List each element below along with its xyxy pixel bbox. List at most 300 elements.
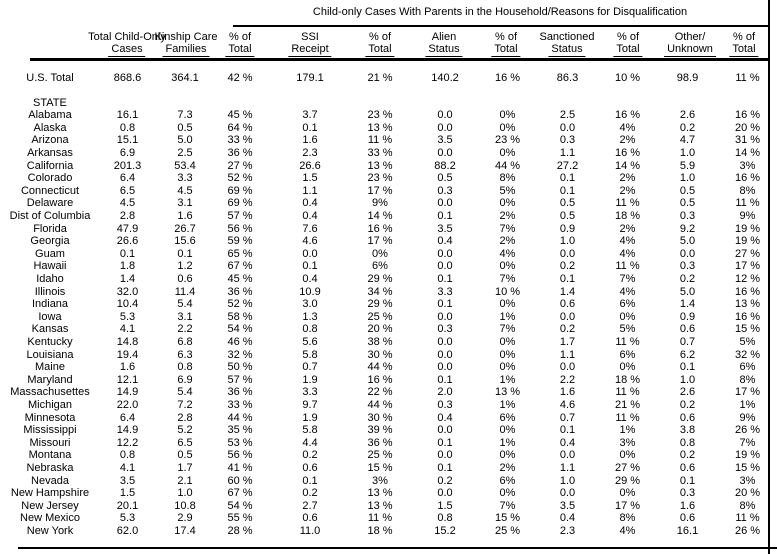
cell-ssi-receipt: 7.6 — [302, 222, 318, 235]
cell-ssi-receipt: 1.1 — [302, 184, 318, 197]
cell-alien-status: 0.3 — [437, 323, 453, 336]
cell-other-unknown: 0.3 — [679, 487, 696, 500]
state-name: Arkansas — [27, 147, 73, 160]
cell-kinship-care: 53.4 — [174, 159, 196, 172]
cell-ssi-receipt: 10.9 — [299, 285, 321, 298]
cell-sanctioned-pct: 2% — [619, 222, 636, 235]
cell-ssi-pct: 9% — [372, 197, 388, 210]
cell-kinship-pct: 69 % — [227, 184, 253, 197]
cell-kinship-care: 5.4 — [177, 298, 193, 311]
cell-kinship-pct: 52 % — [227, 298, 253, 311]
state-row — [0, 449, 770, 462]
cell-other-pct: 8% — [739, 373, 756, 386]
cell-sanctioned-status: 3.5 — [559, 499, 576, 512]
state-row — [0, 311, 770, 324]
col-header-pct-of-total-2: % of Total — [365, 32, 394, 57]
cell-ssi-receipt: 0.4 — [302, 197, 318, 210]
cell-kinship-pct: 33 % — [227, 398, 253, 411]
cell-other-unknown: 5.9 — [679, 159, 696, 172]
state-name: Maryland — [27, 373, 73, 386]
cell-total-cases: 4.1 — [119, 461, 136, 474]
cell-sanctioned-status: 0.0 — [559, 310, 576, 323]
cell-kinship-care: 6.9 — [177, 373, 193, 386]
cell-alien-pct: 1% — [499, 310, 516, 323]
cell-other-pct: 19 % — [734, 222, 761, 235]
state-row — [0, 159, 770, 172]
cell-sanctioned-pct: 11 % — [615, 411, 640, 424]
cell-kinship-care: 1.7 — [177, 461, 193, 474]
cell-ssi-pct: 16 % — [367, 222, 393, 235]
cell-other-unknown: 0.1 — [679, 474, 696, 487]
state-row — [0, 222, 770, 235]
cell-sanctioned-status: 0.5 — [559, 197, 576, 210]
cell-ssi-receipt: 26.6 — [299, 159, 321, 172]
cell-other-pct: 32 % — [734, 348, 761, 361]
cell-total-cases: 15.1 — [116, 134, 139, 147]
us-total-row: U.S. Total 868.6 364.1 42 % 179.1 21 % 140.2 16 % 86.3 10 % 98.9 11 % — [0, 63, 770, 93]
cell-kinship-care: 2.5 — [177, 147, 193, 160]
cell-sanctioned-status: 27.2 — [556, 159, 579, 172]
cell-other-pct: 16 % — [734, 109, 761, 122]
cell-other-unknown: 9.2 — [679, 222, 696, 235]
cell-sanctioned-pct: 4% — [619, 247, 636, 260]
cell-alien-pct: 44 % — [494, 159, 521, 172]
cell-sanctioned-pct: 0% — [619, 310, 636, 323]
cell-kinship-pct: 35 % — [227, 424, 253, 437]
cell-other-unknown: 0.1 — [679, 361, 696, 374]
cell-kinship-pct: 56 % — [227, 449, 253, 462]
state-name: Connecticut — [20, 184, 80, 197]
state-name: Michigan — [27, 398, 73, 411]
cell-ssi-pct: 3% — [372, 474, 388, 487]
state-name: Guam — [35, 247, 65, 260]
cell-kinship-care: 0.5 — [177, 121, 193, 134]
state-row — [0, 235, 770, 248]
cell-other-unknown: 4.7 — [679, 134, 696, 147]
cell-sanctioned-pct: 16 % — [614, 147, 641, 160]
state-row — [0, 499, 770, 512]
cell-other-pct: 16 % — [734, 172, 761, 185]
cell-total-cases: 19.4 — [116, 348, 139, 361]
state-row — [0, 298, 770, 311]
cell-sanctioned-pct: 27 % — [614, 461, 641, 474]
cell-total-cases: 16.1 — [116, 109, 139, 122]
cell-kinship-pct: 45 % — [227, 109, 253, 122]
cell-total-cases: 10.4 — [116, 298, 139, 311]
cell-other-pct: 15 % — [734, 323, 761, 336]
cell-kinship-care: 15.6 — [174, 235, 196, 248]
state-name: Georgia — [30, 235, 70, 248]
cell-sanctioned-pct: 4% — [619, 121, 636, 134]
cell-ssi-receipt: 0.6 — [302, 461, 318, 474]
cell-other-unknown: 0.0 — [679, 247, 696, 260]
cell-ssi-pct: 14 % — [367, 210, 393, 223]
cell-ssi-pct: 36 % — [367, 436, 393, 449]
cell-total-cases: 5.3 — [119, 512, 136, 525]
state-name: Florida — [33, 222, 67, 235]
cell-alien-pct: 0% — [499, 449, 516, 462]
cell-ssi-pct: 34 % — [367, 285, 393, 298]
cell-alien-pct: 7% — [499, 222, 516, 235]
cell-sanctioned-pct: 0% — [619, 487, 636, 500]
cell-other-pct: 9% — [739, 411, 756, 424]
cell-kinship-care: 3.3 — [177, 172, 193, 185]
col-header-pct-of-total-3: % of Total — [491, 32, 520, 57]
cell-ssi-pct: 6% — [372, 260, 388, 273]
cell-total-cases: 32.0 — [116, 285, 139, 298]
cell-ssi-receipt: 2.7 — [302, 499, 318, 512]
cell-ssi-pct: 17 % — [367, 235, 393, 248]
cell-kinship-care: 5.2 — [177, 424, 193, 437]
cell-kinship-pct: 54 % — [227, 499, 253, 512]
cell-ssi-receipt: 5.8 — [302, 348, 318, 361]
cell-sanctioned-status: 0.1 — [559, 184, 576, 197]
cell-ssi-receipt: 0.8 — [302, 323, 318, 336]
cell-ssi-receipt: 4.6 — [302, 235, 318, 248]
span-header-title: Child-only Cases With Parents in the Household/Reasons for Disqualification — [312, 6, 688, 18]
state-name: Colorado — [27, 172, 73, 185]
cell-alien-status: 0.0 — [437, 348, 453, 361]
state-row — [0, 474, 770, 487]
cell-sanctioned-status: 0.7 — [559, 411, 576, 424]
cell-ssi-pct: 18 % — [367, 524, 393, 537]
cell-alien-pct: 0% — [499, 121, 516, 134]
cell-kinship-pct: 69 % — [227, 197, 253, 210]
cell-ssi-receipt: 0.4 — [302, 210, 318, 223]
col-header-total-cases: Total Child-Only Cases — [88, 31, 166, 55]
cell-sanctioned-pct: 14 % — [614, 159, 641, 172]
cell-ssi-pct: 15 % — [367, 461, 393, 474]
cell-ssi-receipt: 1.6 — [302, 134, 318, 147]
cell-ssi-receipt: 5.8 — [302, 424, 318, 437]
col-header-other-unknown: Other/ Unknown — [664, 32, 716, 57]
cell-other-pct: 5% — [739, 335, 756, 348]
cell-other-unknown: 0.9 — [679, 310, 696, 323]
cell-ssi-pct: 13 % — [367, 121, 393, 134]
cell-other-unknown: 6.2 — [679, 348, 696, 361]
state-section-row — [0, 93, 770, 109]
cell-alien-pct: 0% — [499, 260, 516, 273]
col-header-ssi-receipt: SSI Receipt — [288, 32, 331, 57]
cell-alien-pct: 2% — [499, 210, 516, 223]
cell-sanctioned-pct: 29 % — [614, 474, 641, 487]
cell-other-unknown: 0.7 — [679, 335, 696, 348]
cell-kinship-care: 1.2 — [177, 260, 193, 273]
cell-total-cases: 14.9 — [116, 386, 139, 399]
cell-total-cases: 201.3 — [113, 159, 142, 172]
cell-other-pct: 3% — [739, 474, 756, 487]
cell-alien-status: 0.3 — [437, 398, 453, 411]
state-name: Indiana — [31, 298, 69, 311]
cell-other-unknown: 0.8 — [679, 436, 696, 449]
cell-other-pct: 1% — [739, 398, 756, 411]
header-divider-rule — [30, 58, 768, 61]
cell-alien-status: 0.0 — [437, 310, 453, 323]
cell-sanctioned-pct: 3% — [619, 436, 636, 449]
state-name: Alaska — [33, 121, 67, 134]
state-name: Hawaii — [33, 260, 67, 273]
col-header-alien-status: Alien Status — [425, 32, 462, 57]
cell-sanctioned-pct: 17 % — [614, 499, 641, 512]
cell-alien-pct: 1% — [499, 436, 516, 449]
cell-ssi-pct: 17 % — [367, 184, 393, 197]
cell-other-unknown: 0.3 — [679, 260, 696, 273]
cell-ssi-receipt: 0.4 — [302, 273, 318, 286]
cell-other-unknown: 0.2 — [679, 121, 696, 134]
cell-other-pct: 3% — [739, 159, 756, 172]
cell-sanctioned-status: 0.2 — [559, 323, 576, 336]
cell-kinship-pct: 46 % — [227, 335, 253, 348]
cell-ssi-pct: 11 % — [367, 134, 393, 147]
cell-other-pct: 20 % — [734, 487, 761, 500]
cell-other-unknown: 0.5 — [679, 197, 696, 210]
cell-alien-status: 0.1 — [437, 436, 453, 449]
cell-kinship-pct: 44 % — [227, 411, 253, 424]
state-name: New Hampshire — [10, 487, 90, 500]
cell-sanctioned-pct: 1% — [619, 424, 636, 437]
state-row — [0, 185, 770, 198]
cell-alien-status: 3.5 — [437, 222, 453, 235]
cell-alien-pct: 7% — [499, 323, 516, 336]
cell-ssi-pct: 44 % — [367, 361, 393, 374]
cell-kinship-care: 11.4 — [174, 285, 196, 298]
cell-total-cases: 12.1 — [116, 373, 139, 386]
cell-alien-status: 2.0 — [437, 386, 453, 399]
cell-sanctioned-pct: 11 % — [615, 386, 640, 399]
cell-sanctioned-status: 0.4 — [559, 436, 576, 449]
cell-alien-pct: 7% — [499, 499, 516, 512]
cell-kinship-care: 17.4 — [174, 524, 196, 537]
cell-other-unknown: 1.0 — [679, 373, 696, 386]
cell-alien-status: 0.1 — [437, 461, 453, 474]
cell-ssi-receipt: 0.1 — [302, 474, 318, 487]
state-name: Kentucky — [27, 335, 73, 348]
cell-sanctioned-pct: 4% — [619, 235, 636, 248]
state-name: Illinois — [34, 285, 66, 298]
cell-other-unknown: 1.6 — [679, 499, 696, 512]
col-header-pct-of-total-5: % of Total — [729, 32, 758, 57]
cell-sanctioned-pct: 2% — [619, 184, 636, 197]
cell-alien-status: 0.0 — [437, 449, 453, 462]
cell-other-pct: 31 % — [734, 134, 761, 147]
cell-alien-status: 0.8 — [437, 512, 453, 525]
cell-sanctioned-pct: 4% — [619, 524, 636, 537]
col-header-pct-of-total-4: % of Total — [613, 32, 642, 57]
cell-alien-status: 15.2 — [434, 524, 456, 537]
cell-ssi-receipt: 2.3 — [302, 147, 318, 160]
cell-ssi-receipt: 9.7 — [302, 398, 318, 411]
cell-kinship-care: 6.5 — [177, 436, 193, 449]
state-name: Maine — [35, 361, 65, 374]
cell-total-cases: 5.3 — [119, 310, 136, 323]
cell-ssi-pct: 13 % — [367, 159, 393, 172]
cell-other-unknown: 1.0 — [679, 147, 696, 160]
cell-other-unknown: 0.6 — [679, 411, 696, 424]
cell-kinship-care: 1.0 — [177, 487, 193, 500]
cell-ssi-pct: 23 % — [367, 172, 393, 185]
cell-alien-status: 0.0 — [437, 109, 453, 122]
cell-alien-status: 3.5 — [437, 134, 453, 147]
cell-total-cases: 47.9 — [116, 222, 139, 235]
cell-sanctioned-status: 0.0 — [559, 361, 576, 374]
cell-ssi-receipt: 0.1 — [302, 260, 318, 273]
cell-sanctioned-pct: 7% — [619, 273, 636, 286]
cell-kinship-pct: 64 % — [227, 121, 253, 134]
cell-alien-pct: 0% — [499, 487, 516, 500]
cell-other-pct: 8% — [739, 184, 756, 197]
cell-alien-pct: 0% — [499, 197, 516, 210]
cell-alien-pct: 0% — [499, 335, 516, 348]
state-row — [0, 462, 770, 475]
state-row — [0, 147, 770, 160]
us-total-label: U.S. Total — [26, 72, 74, 84]
cell-other-pct: 6% — [739, 361, 756, 374]
cell-alien-status: 3.3 — [437, 285, 453, 298]
cell-ssi-pct: 11 % — [367, 512, 393, 525]
cell-other-pct: 17 % — [734, 260, 761, 273]
cell-alien-pct: 0% — [499, 147, 516, 160]
state-name: Dist of Columbia — [9, 210, 91, 223]
cell-other-pct: 15 % — [734, 461, 761, 474]
cell-kinship-pct: 57 % — [227, 373, 253, 386]
cell-sanctioned-pct: 11 % — [615, 197, 640, 210]
cell-alien-pct: 23 % — [494, 134, 521, 147]
cell-other-pct: 16 % — [734, 310, 761, 323]
cell-ssi-receipt: 1.9 — [302, 411, 318, 424]
cell-sanctioned-status: 1.4 — [559, 285, 576, 298]
cell-alien-status: 0.0 — [437, 147, 453, 160]
cell-other-pct: 20 % — [734, 121, 761, 134]
cell-ssi-pct: 22 % — [367, 386, 393, 399]
state-name: Kansas — [31, 323, 69, 336]
cell-sanctioned-status: 1.1 — [559, 461, 576, 474]
cell-kinship-pct: 67 % — [227, 487, 253, 500]
cell-ssi-receipt: 0.1 — [302, 121, 318, 134]
cell-total-cases: 1.8 — [119, 260, 136, 273]
cell-ssi-pct: 13 % — [367, 499, 393, 512]
bottom-border-rule — [18, 547, 777, 549]
state-name: Nevada — [31, 474, 69, 487]
cell-other-unknown: 5.0 — [679, 285, 696, 298]
cell-sanctioned-pct: 2% — [619, 172, 636, 185]
cell-kinship-care: 5.4 — [177, 386, 193, 399]
cell-kinship-care: 6.8 — [177, 335, 193, 348]
cell-alien-pct: 25 % — [494, 524, 521, 537]
state-name: Montana — [28, 449, 72, 462]
cell-total-cases: 1.4 — [119, 273, 136, 286]
cell-other-pct: 7% — [739, 436, 756, 449]
cell-other-unknown: 1.0 — [679, 172, 696, 185]
cell-sanctioned-pct: 21 % — [614, 398, 641, 411]
cell-sanctioned-pct: 11 % — [615, 335, 640, 348]
cell-other-unknown: 0.3 — [679, 210, 696, 223]
cell-sanctioned-status: 4.6 — [559, 398, 576, 411]
cell-other-unknown: 0.6 — [679, 461, 696, 474]
cell-other-pct: 8% — [739, 499, 756, 512]
cell-sanctioned-status: 2.3 — [559, 524, 576, 537]
cell-kinship-pct: 33 % — [227, 134, 253, 147]
state-name: California — [26, 159, 74, 172]
cell-other-unknown: 16.1 — [676, 524, 699, 537]
cell-kinship-pct: 57 % — [227, 210, 253, 223]
cell-total-cases: 12.2 — [116, 436, 139, 449]
cell-total-cases: 1.6 — [119, 361, 136, 374]
cell-other-pct: 19 % — [734, 449, 761, 462]
cell-sanctioned-status: 1.0 — [559, 235, 576, 248]
col-header-sanctioned-status: Sanctioned Status — [539, 31, 595, 55]
state-name: New Jersey — [21, 499, 79, 512]
cell-other-pct: 19 % — [734, 235, 761, 248]
cell-total-cases: 6.4 — [119, 411, 136, 424]
cell-alien-pct: 2% — [499, 235, 516, 248]
cell-sanctioned-pct: 6% — [619, 348, 636, 361]
cell-kinship-pct: 28 % — [227, 524, 253, 537]
cell-kinship-care: 1.6 — [177, 210, 193, 223]
cell-kinship-care: 2.2 — [177, 323, 193, 336]
cell-kinship-care: 4.5 — [177, 184, 193, 197]
cell-kinship-pct: 60 % — [227, 474, 253, 487]
cell-ssi-receipt: 0.0 — [302, 247, 318, 260]
cell-sanctioned-status: 0.9 — [559, 222, 576, 235]
cell-ssi-pct: 0% — [372, 247, 388, 260]
cell-ssi-receipt: 4.4 — [302, 436, 318, 449]
state-row — [0, 172, 770, 185]
cell-alien-status: 0.1 — [437, 373, 453, 386]
cell-kinship-care: 2.9 — [177, 512, 193, 525]
cell-total-cases: 6.4 — [119, 172, 136, 185]
cell-alien-pct: 7% — [499, 273, 516, 286]
cell-alien-status: 0.0 — [437, 197, 453, 210]
cell-alien-pct: 0% — [499, 109, 516, 122]
cell-ssi-pct: 23 % — [367, 109, 393, 122]
state-name: Idaho — [36, 273, 64, 286]
cell-other-unknown: 0.6 — [679, 512, 696, 525]
cell-kinship-pct: 58 % — [227, 310, 253, 323]
cell-kinship-care: 26.7 — [174, 222, 196, 235]
cell-other-unknown: 5.0 — [679, 235, 696, 248]
state-name: Alabama — [28, 109, 72, 122]
cell-kinship-pct: 32 % — [227, 348, 253, 361]
cell-ssi-pct: 30 % — [367, 411, 393, 424]
cell-ssi-receipt: 3.3 — [302, 386, 318, 399]
cell-other-unknown: 3.8 — [679, 424, 696, 437]
state-name: New Mexico — [20, 512, 80, 525]
cell-sanctioned-pct: 8% — [619, 512, 636, 525]
cell-ssi-receipt: 0.6 — [302, 512, 318, 525]
cell-kinship-care: 3.1 — [177, 310, 193, 323]
cell-sanctioned-status: 1.1 — [559, 348, 576, 361]
cell-alien-pct: 0% — [499, 348, 516, 361]
state-row — [0, 248, 770, 261]
cell-other-unknown: 2.6 — [679, 109, 696, 122]
cell-kinship-pct: 67 % — [227, 260, 253, 273]
cell-total-cases: 3.5 — [119, 474, 136, 487]
cell-ssi-pct: 44 % — [367, 398, 393, 411]
state-row — [0, 323, 770, 336]
cell-alien-pct: 13 % — [494, 386, 521, 399]
state-row — [0, 210, 770, 223]
cell-alien-status: 0.0 — [437, 424, 453, 437]
span-header-rule — [233, 25, 768, 27]
cell-total-cases: 6.5 — [119, 184, 136, 197]
cell-alien-status: 0.2 — [437, 474, 453, 487]
cell-other-pct: 26 % — [734, 524, 761, 537]
cell-sanctioned-status: 0.4 — [559, 512, 576, 525]
cell-ssi-pct: 25 % — [367, 449, 393, 462]
col-header-kinship-care: Kinship Care Families — [154, 31, 218, 55]
cell-alien-pct: 0% — [499, 424, 516, 437]
cell-total-cases: 0.8 — [119, 121, 136, 134]
